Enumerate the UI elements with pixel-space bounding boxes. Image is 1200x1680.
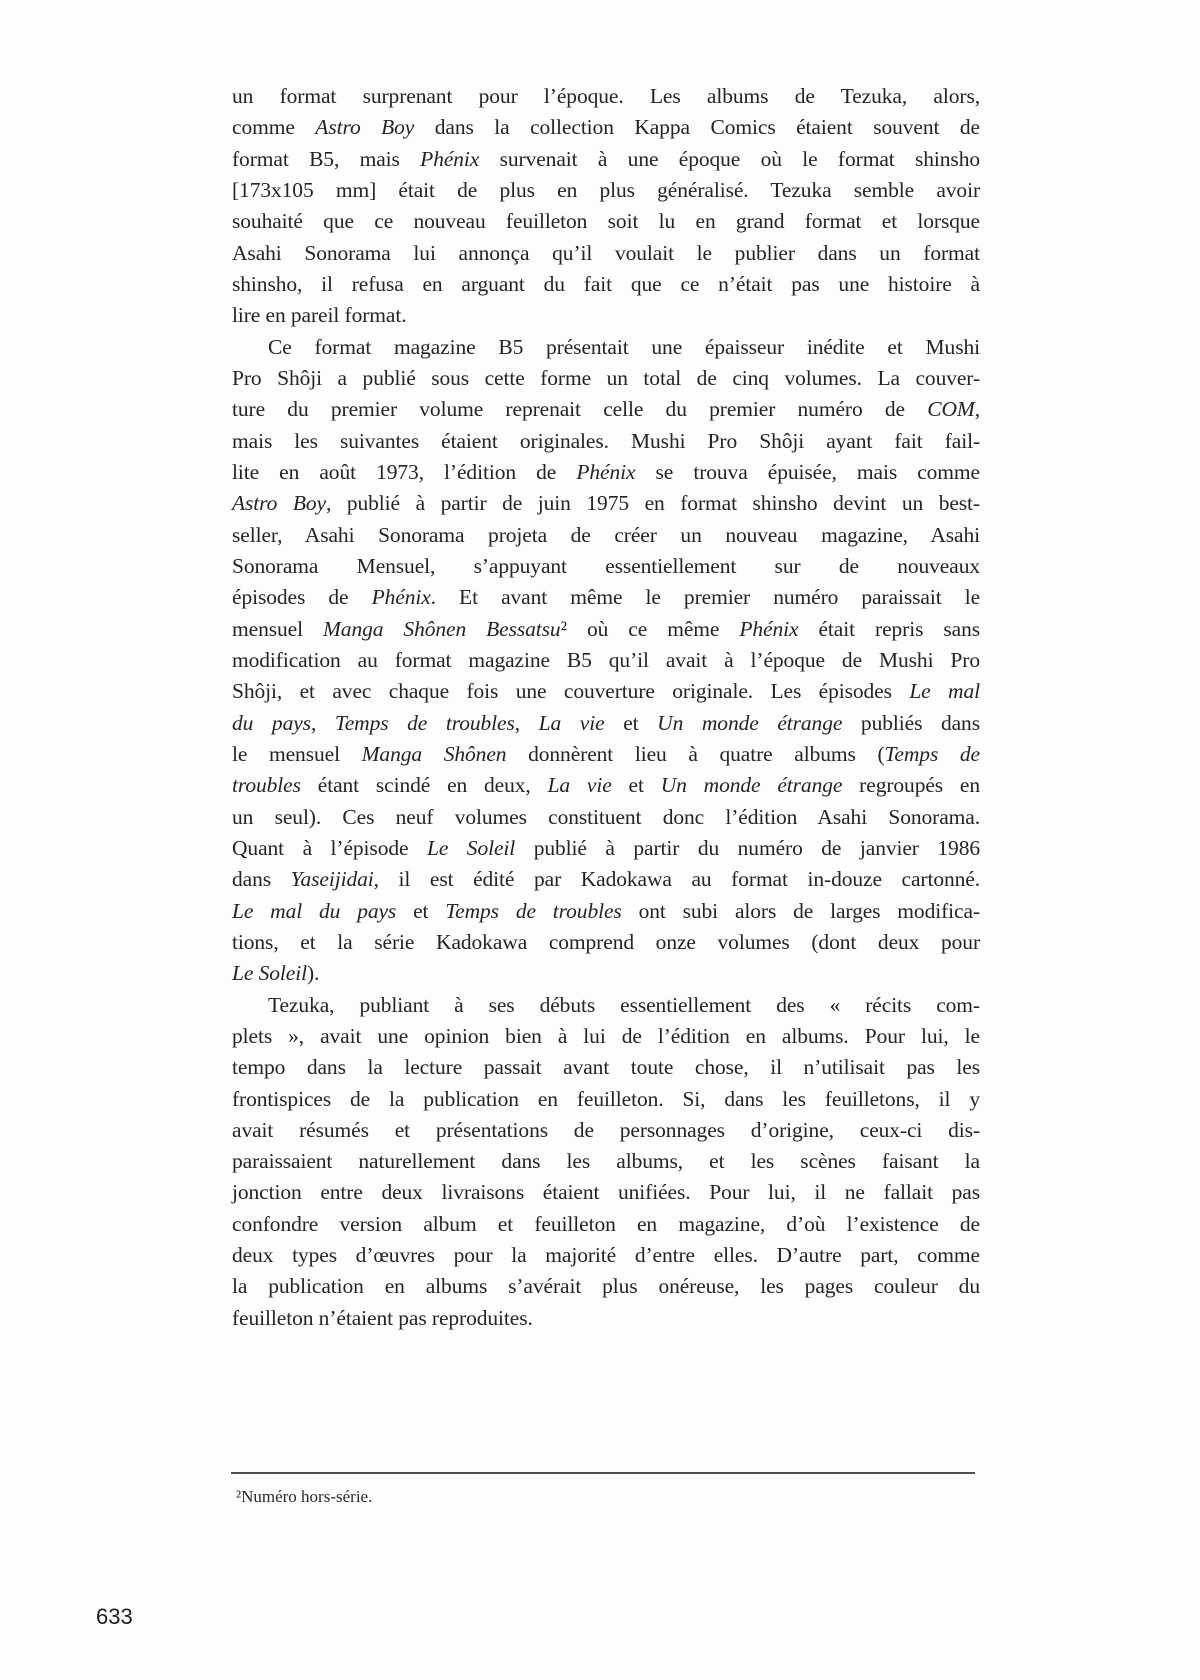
page-number: 633	[96, 1604, 133, 1629]
footnote-separator	[231, 1472, 975, 1474]
text-line: Sonorama Mensuel, s’appuyant essentiellement sur de nouveaux	[232, 553, 980, 578]
text-line: jonction entre deux livraisons étaient unifiées. Pour lui, il ne fallait pas	[232, 1180, 980, 1205]
text-line: le mensuel Manga Shônen donnèrent lieu à quatre albums (Temps de	[232, 741, 980, 766]
text-line: la publication en albums s’avérait plus onéreuse, les pages couleur du	[232, 1274, 980, 1299]
text-line: format B5, mais Phénix survenait à une époque où le format shinsho	[232, 146, 980, 171]
text-line: deux types d’œuvres pour la majorité d’entre elles. D’autre part, comme	[232, 1243, 980, 1268]
paragraph	[232, 990, 980, 1335]
text-line: feuilleton n’étaient pas reproduites.	[232, 1305, 533, 1330]
text-line: frontispices de la publication en feuilleton. Si, dans les feuilletons, il y	[232, 1086, 980, 1111]
text-line: Shôji, et avec chaque fois une couverture originale. Les épisodes Le mal	[232, 679, 980, 704]
text-line: lite en août 1973, l’édition de Phénix se trouva épuisée, mais comme	[232, 459, 980, 484]
text-line: [173x105 mm] était de plus en plus généralisé. Tezuka semble avoir	[232, 177, 980, 202]
text-line: modification au format magazine B5 qu’il avait à l’époque de Mushi Pro	[232, 647, 980, 672]
text-line: Quant à l’épisode Le Soleil publié à partir du numéro de janvier 1986	[232, 835, 980, 860]
text-line: un seul). Ces neuf volumes constituent donc l’édition Asahi Sonorama.	[232, 804, 980, 829]
text-line: mais les suivantes étaient originales. Mushi Pro Shôji ayant fait fail-	[232, 428, 980, 453]
paragraph	[232, 332, 980, 990]
text-line: tempo dans la lecture passait avant toute chose, il n’utilisait pas les	[232, 1055, 980, 1080]
text-line: Ce format magazine B5 présentait une épaisseur inédite et Mushi	[268, 334, 980, 359]
text-line: Le Soleil).	[232, 961, 320, 986]
text-line: shinsho, il refusa en arguant du fait que ce n’était pas une histoire à	[232, 271, 980, 296]
text-line: souhaité que ce nouveau feuilleton soit lu en grand format et lorsque	[232, 209, 980, 234]
paragraph	[232, 81, 980, 332]
text-line: tions, et la série Kadokawa comprend onze volumes (dont deux pour	[232, 929, 980, 954]
text-line: troubles étant scindé en deux, La vie et Un monde étrange regroupés en	[232, 773, 981, 798]
text-line: paraissaient naturellement dans les albums, et les scènes faisant la	[232, 1149, 980, 1174]
text-line: dans Yaseijidai, il est édité par Kadokawa au format in-douze cartonné.	[232, 867, 980, 892]
text-line: Le mal du pays et Temps de troubles ont subi alors de larges modifica-	[232, 898, 980, 923]
text-line: comme Astro Boy dans la collection Kappa Comics étaient souvent de	[232, 115, 980, 140]
text-line: du pays, Temps de troubles, La vie et Un monde étrange publiés dans	[232, 710, 980, 735]
text-line: confondre version album et feuilleton en magazine, d’où l’existence de	[232, 1211, 980, 1236]
text-line: Tezuka, publiant à ses débuts essentiellement des « récits com-	[268, 992, 980, 1017]
text-line: mensuel Manga Shônen Bessatsu² où ce même Phénix était repris sans	[232, 616, 981, 641]
text-line: ture du premier volume reprenait celle du premier numéro de COM,	[232, 397, 980, 422]
text-line: plets », avait une opinion bien à lui de l’édition en albums. Pour lui, le	[232, 1023, 980, 1048]
footnote: ²Numéro hors-série.	[236, 1487, 373, 1506]
text-line: Astro Boy, publié à partir de juin 1975 en format shinsho devint un best-	[232, 491, 980, 516]
text-line: épisodes de Phénix. Et avant même le premier numéro paraissait le	[232, 585, 981, 610]
text-line: un format surprenant pour l’époque. Les albums de Tezuka, alors,	[232, 84, 980, 108]
text-line: seller, Asahi Sonorama projeta de créer un nouveau magazine, Asahi	[232, 522, 980, 547]
text-line: lire en pareil format.	[232, 303, 407, 328]
text-line: Asahi Sonorama lui annonça qu’il voulait le publier dans un format	[232, 240, 980, 265]
text-line: avait résumés et présentations de personnages d’origine, ceux-ci dis-	[232, 1117, 980, 1142]
text-line: Pro Shôji a publié sous cette forme un total de cinq volumes. La couver-	[232, 365, 980, 390]
text-block	[232, 81, 980, 1334]
